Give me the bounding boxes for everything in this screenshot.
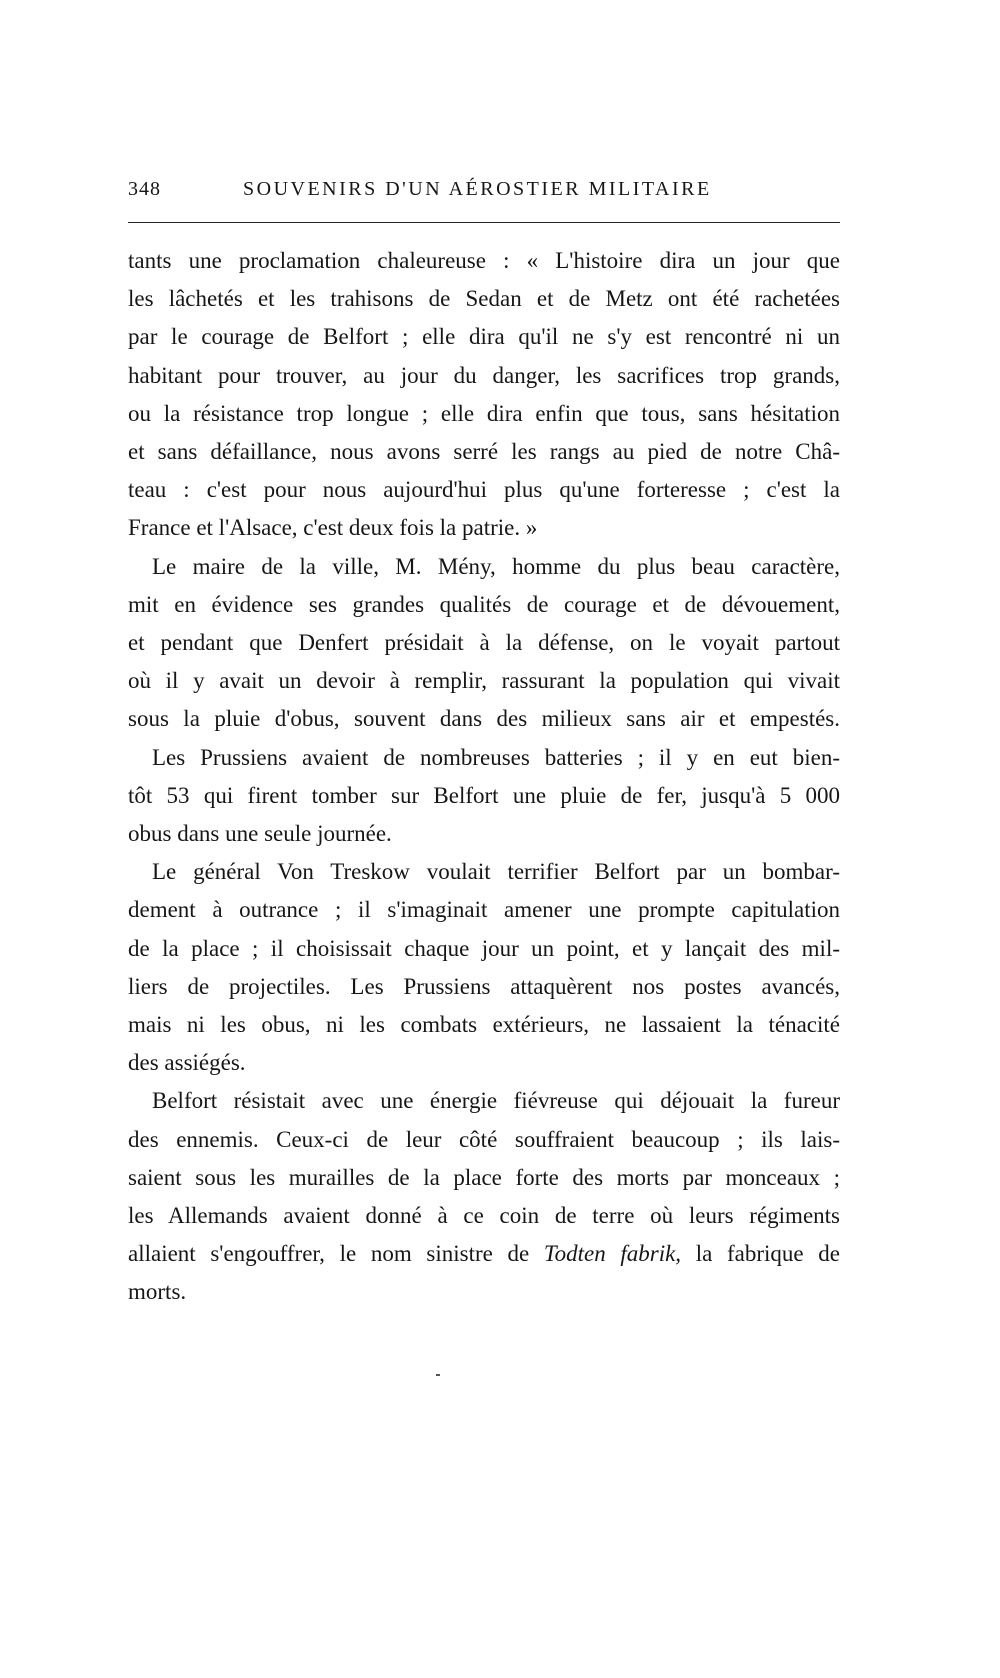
text-line: et sans défaillance, nous avons serré les rangs au pied de notre Châ- xyxy=(128,439,840,465)
text-line: des assiégés. xyxy=(128,1050,246,1076)
text-line: les lâchetés et les trahisons de Sedan et de Metz ont été rachetées xyxy=(128,286,840,312)
text-line: ou la résistance trop longue ; elle dira enfin que tous, sans hésitation xyxy=(128,400,840,426)
text-line: de la place ; il choisissait chaque jour un point, et y lançait des mil- xyxy=(128,935,840,961)
text-line: mais ni les obus, ni les combats extérieurs, ne lassaient la ténacité xyxy=(128,1012,840,1038)
text-line: des ennemis. Ceux-ci de leur côté souffraient beaucoup ; ils lais- xyxy=(128,1126,840,1152)
text-run: la fabrique de xyxy=(681,1241,841,1267)
paragraph xyxy=(128,853,840,1082)
text-line: liers de projectiles. Les Prussiens attaquèrent nos postes avancés, xyxy=(128,973,840,999)
printer-mark xyxy=(436,1374,440,1376)
text-line: teau : c'est pour nous aujourd'hui plus qu'une forteresse ; c'est la xyxy=(128,477,840,503)
body-text xyxy=(128,242,840,1312)
running-head xyxy=(128,178,848,208)
text-line: où il y avait un devoir à remplir, rassurant la population qui vivait xyxy=(128,668,840,694)
text-line: tants une proclamation chaleureuse : « L'histoire dira un jour que xyxy=(128,248,840,273)
running-title: SOUVENIRS D'UN AÉROSTIER MILITAIRE xyxy=(243,178,712,200)
text-run: allaient s'engouffrer, le nom sinistre de xyxy=(128,1241,530,1267)
text-line: mit en évidence ses grandes qualités de courage et de dévouement, xyxy=(128,591,840,617)
page-number: 348 xyxy=(128,178,161,200)
text-line: dement à outrance ; il s'imaginait amener une prompte capitulation xyxy=(128,897,840,923)
text-line: Belfort résistait avec une énergie fiévreuse qui déjouait la fureur xyxy=(152,1088,840,1114)
text-line: obus dans une seule journée. xyxy=(128,821,392,847)
text-line-with-italic xyxy=(128,1235,840,1273)
paragraph xyxy=(128,1082,840,1311)
italic-phrase: Todten fabrik, xyxy=(543,1241,682,1267)
text-line: morts. xyxy=(128,1279,187,1305)
text-line: sous la pluie d'obus, souvent dans des milieux sans air et empestés. xyxy=(128,706,840,732)
text-line: Les Prussiens avaient de nombreuses batteries ; il y en eut bien- xyxy=(152,744,840,770)
text-line: et pendant que Denfert présidait à la défense, on le voyait partout xyxy=(128,630,840,656)
header-rule xyxy=(128,222,840,223)
text-line: tôt 53 qui firent tomber sur Belfort une pluie de fer, jusqu'à 5 000 xyxy=(128,782,840,808)
paragraph xyxy=(128,242,840,548)
text-line: par le courage de Belfort ; elle dira qu'il ne s'y est rencontré ni un xyxy=(128,324,840,350)
text-line: France et l'Alsace, c'est deux fois la patrie. » xyxy=(128,515,538,541)
text-line: Le maire de la ville, M. Mény, homme du plus beau caractère, xyxy=(152,553,840,579)
text-line: saient sous les murailles de la place forte des morts par monceaux ; xyxy=(128,1164,840,1190)
text-line: habitant pour trouver, au jour du danger, les sacrifices trop grands, xyxy=(128,362,840,388)
paragraph xyxy=(128,548,840,739)
text-line: Le général Von Treskow voulait terrifier Belfort par un bombar- xyxy=(152,859,840,885)
paragraph xyxy=(128,739,840,854)
text-line: les Allemands avaient donné à ce coin de terre où leurs régiments xyxy=(128,1203,840,1229)
